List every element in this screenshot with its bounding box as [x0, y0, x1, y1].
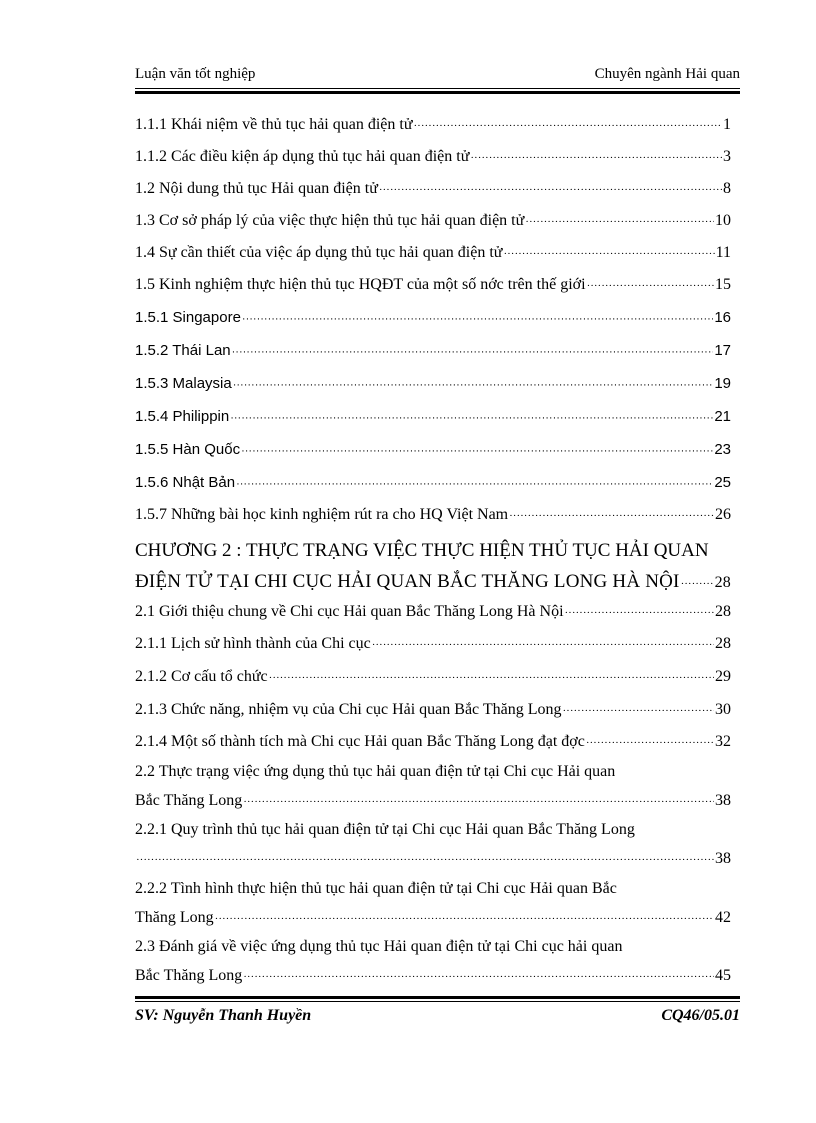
toc-title: 2.1 Giới thiệu chung về Chi cục Hải quan Bắc Thăng Long Hà Nội	[135, 603, 564, 620]
toc-page: 15	[715, 276, 731, 293]
toc-title: 1.1.1 Khái niệm về thủ tục hải quan điện tử	[135, 116, 413, 133]
toc-page: 17	[714, 342, 731, 359]
toc-page: 16	[714, 309, 731, 326]
dot-leader	[233, 375, 714, 392]
toc-title: 1.5.4 Philippin	[135, 408, 230, 425]
toc-page: 32	[715, 733, 731, 750]
toc-entry	[135, 116, 731, 138]
toc-entry	[135, 668, 731, 690]
toc-entry	[135, 441, 731, 463]
toc-page: 38	[715, 792, 731, 809]
toc-entry	[135, 342, 731, 364]
page-header	[135, 66, 740, 88]
footer-student: SV: Nguyễn Thanh Huyền	[135, 1007, 312, 1024]
toc-page: 25	[714, 474, 731, 491]
toc-entry	[135, 603, 731, 625]
dot-leader	[230, 408, 713, 425]
dot-leader	[587, 276, 714, 294]
dot-leader	[269, 668, 714, 686]
toc-page: 23	[714, 441, 731, 458]
toc-entry	[135, 474, 731, 496]
toc-title: 1.2 Nội dung thủ tục Hải quan điện tử	[135, 180, 378, 197]
toc-entry-line1: 2.3 Đánh giá về việc ứng dụng thủ tục Hải quan điện tử tại Chi cục hải quan	[135, 938, 623, 955]
dot-leader	[379, 180, 722, 198]
footer-class-code: CQ46/05.01	[661, 1007, 740, 1024]
dot-leader	[414, 116, 723, 134]
toc-entry-line1: 2.2 Thực trạng việc ứng dụng thủ tục hải quan điện tử tại Chi cục Hải quan	[135, 763, 616, 780]
toc-page: 42	[715, 909, 731, 926]
toc-page: 29	[715, 668, 731, 685]
toc-page: 3	[723, 148, 731, 165]
toc-page: 11	[715, 244, 731, 261]
toc-entry	[135, 244, 731, 266]
toc-title: 1.5.2 Thái Lan	[135, 342, 231, 359]
toc-title: 1.1.2 Các điều kiện áp dụng thủ tục hải quan điện tử	[135, 148, 470, 165]
toc-title: 2.1.3 Chức năng, nhiệm vụ của Chi cục Hải quan Bắc Thăng Long	[135, 701, 562, 718]
footer-rule-thin	[135, 1001, 740, 1002]
toc-entry-line1: 2.2.2 Tình hình thực hiện thủ tục hải quan điện tử tại Chi cục Hải quan Bắc	[135, 880, 617, 897]
toc-page: 28	[715, 635, 731, 652]
dot-leader	[215, 909, 714, 927]
dot-leader	[232, 342, 714, 359]
dot-leader	[136, 850, 714, 868]
toc-entry	[135, 408, 731, 430]
chapter-heading	[135, 571, 731, 597]
toc-entry	[135, 276, 731, 298]
dot-leader	[503, 244, 714, 262]
toc-title: 2.1.1 Lịch sử hình thành của Chi cục	[135, 635, 371, 652]
toc-page: 38	[715, 850, 731, 867]
toc-entry	[135, 180, 731, 202]
dot-leader	[509, 506, 714, 524]
dot-leader	[243, 792, 714, 810]
toc-title: 2.1.4 Một số thành tích mà Chi cục Hải quan Bắc Thăng Long đạt đợc	[135, 733, 585, 750]
toc-entry	[135, 909, 731, 931]
toc-entry	[135, 635, 731, 657]
header-rule-thin	[135, 88, 740, 89]
toc-entry	[135, 309, 731, 331]
toc-page: 1	[723, 116, 731, 133]
dot-leader	[681, 571, 714, 593]
footer-rule-thick	[135, 996, 740, 999]
header-right: Chuyên ngành Hải quan	[594, 66, 740, 82]
toc-title: 1.5.5 Hàn Quốc	[135, 441, 241, 458]
toc-page: 21	[714, 408, 731, 425]
header-rule-thick	[135, 91, 740, 94]
toc-entry	[135, 701, 731, 723]
toc-title-line2: Bắc Thăng Long	[135, 967, 243, 984]
toc-entry	[135, 375, 731, 397]
toc-page: 28	[715, 603, 731, 620]
dot-leader	[565, 603, 714, 621]
toc-title: 2.1.2 Cơ cấu tổ chức	[135, 668, 268, 685]
dot-leader	[563, 701, 715, 719]
toc-entry	[135, 212, 731, 234]
toc-title: 1.5 Kinh nghiệm thực hiện thủ tục HQĐT của một số nớc trên thế giới	[135, 276, 586, 293]
toc-entry	[135, 850, 731, 872]
toc-page: 10	[715, 212, 731, 229]
toc-title: 1.5.7 Những bài học kinh nghiệm rút ra cho HQ Việt Nam	[135, 506, 509, 523]
dot-leader	[236, 474, 713, 491]
toc-page: 19	[714, 375, 731, 392]
toc-title-line2: Bắc Thăng Long	[135, 792, 243, 809]
dot-leader	[242, 309, 713, 326]
dot-leader	[372, 635, 714, 653]
dot-leader	[586, 733, 714, 751]
toc-entry-line1: 2.2.1 Quy trình thủ tục hải quan điện tử tại Chi cục Hải quan Bắc Thăng Long	[135, 821, 635, 838]
toc-entry	[135, 506, 731, 528]
toc-page: 8	[723, 180, 731, 197]
toc-title-line2: Thăng Long	[135, 909, 214, 926]
dot-leader	[525, 212, 714, 230]
toc-title: 1.5.6 Nhật Bản	[135, 474, 236, 491]
toc-page: 30	[715, 701, 731, 718]
dot-leader	[241, 441, 713, 458]
toc-entry	[135, 792, 731, 814]
toc-entry	[135, 148, 731, 170]
toc-page: 45	[715, 967, 731, 984]
dot-leader	[470, 148, 722, 166]
toc-title: 1.5.1 Singapore	[135, 309, 241, 326]
dot-leader	[243, 967, 714, 985]
toc-title: 1.5.3 Malaysia	[135, 375, 232, 392]
header-left: Luận văn tốt nghiệp	[135, 66, 256, 82]
toc-page: 26	[715, 506, 731, 523]
toc-title: 1.4 Sự cần thiết của việc áp dụng thủ tục hải quan điện tử	[135, 244, 503, 261]
chapter-heading-line2: ĐIỆN TỬ TẠI CHI CỤC HẢI QUAN BẮC THĂNG LONG HÀ NỘI	[135, 571, 680, 592]
toc-title: 1.3 Cơ sở pháp lý của việc thực hiện thủ tục hải quan điện tử	[135, 212, 525, 229]
toc-page: 28	[714, 574, 731, 591]
toc-entry	[135, 967, 731, 989]
chapter-heading-line1: CHƯƠNG 2 : THỰC TRẠNG VIỆC THỰC HIỆN THỦ TỤC HẢI QUAN	[135, 540, 709, 561]
toc-entry	[135, 733, 731, 755]
